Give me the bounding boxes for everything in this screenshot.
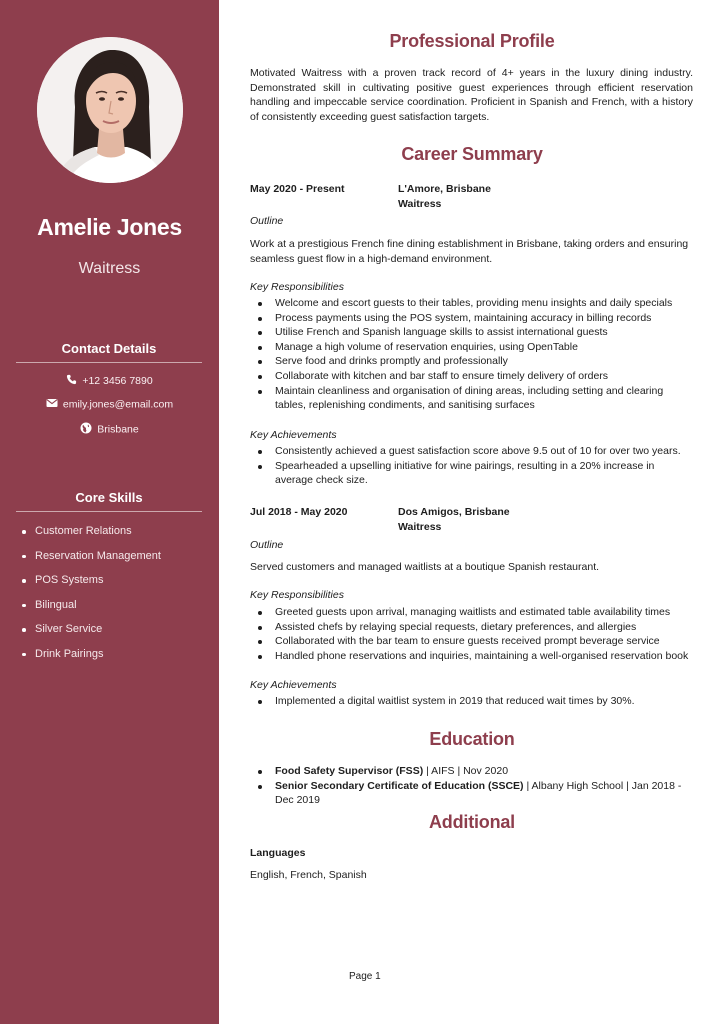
list-item: Serve food and drinks promptly and professionally	[250, 354, 694, 369]
profile-title: Professional Profile	[389, 31, 555, 51]
job-dates: Jul 2018 - May 2020	[250, 506, 348, 518]
job-dates: May 2020 - Present	[250, 183, 345, 195]
globe-icon	[80, 422, 92, 437]
achievements-list	[250, 694, 694, 709]
languages-label: Languages	[250, 847, 306, 859]
page-number: Page 1	[349, 971, 381, 982]
skill-item: Drink Pairings	[22, 645, 161, 670]
education-title: Education	[429, 729, 515, 749]
skills-heading: Core Skills	[16, 490, 202, 512]
skill-item: POS Systems	[22, 571, 161, 596]
job-employer-block	[398, 182, 491, 211]
list-item: Greeted guests upon arrival, managing waitlists and estimated table availability times	[250, 605, 694, 620]
outline-label: Outline	[250, 215, 284, 227]
responsibilities-label: Key Responsibilities	[250, 281, 344, 293]
job-position: Waitress	[398, 197, 442, 210]
responsibilities-list	[250, 296, 694, 413]
list-item: Consistently achieved a guest satisfaction score above 9.5 out of 10 for over two years.	[250, 444, 694, 459]
contact-phone	[0, 374, 219, 388]
portrait-image	[37, 37, 183, 183]
job-employer: Dos Amigos, Brisbane	[398, 506, 510, 518]
list-item: Spearheaded a upselling initiative for wine pairings, resulting in a 20% increase in average check size.	[250, 459, 694, 488]
list-item: Welcome and escort guests to their tables, providing menu insights and daily specials	[250, 296, 694, 311]
achievements-label: Key Achievements	[250, 679, 337, 691]
contact-heading: Contact Details	[16, 341, 202, 363]
phone-icon	[66, 374, 77, 388]
phone-text: +12 3456 7890	[82, 374, 153, 387]
list-item: Implemented a digital waitlist system in 2019 that reduced wait times by 30%.	[250, 694, 694, 709]
list-item: Manage a high volume of reservation enquiries, using OpenTable	[250, 340, 694, 355]
profile-text: Motivated Waitress with a proven track record of 4+ years in the luxury dining industry. Demonstrated skill in cultivating positive guest experiences through efficient reservation handling and impeccable service coordination. Proficient in Spanish and French, with a history of consistently exceeding guest satisfaction targets.	[250, 67, 693, 123]
list-item: Assisted chefs by relaying special requests, dietary preferences, and allergies	[250, 620, 694, 635]
candidate-name: Amelie Jones	[37, 214, 182, 240]
skill-item: Bilingual	[22, 596, 161, 621]
list-item: Collaborate with kitchen and bar staff to ensure timely delivery of orders	[250, 369, 694, 384]
profile-photo	[37, 37, 183, 183]
list-item: Collaborated with the bar team to ensure guests received prompt beverage service	[250, 634, 694, 649]
job-outline: Work at a prestigious French fine dining establishment in Brisbane, taking orders and ensuring seamless guest flow in a high-demand environment.	[250, 238, 689, 265]
achievements-list	[250, 444, 694, 488]
list-item: Utilise French and Spanish language skills to assist international guests	[250, 325, 694, 340]
list-item: Handled phone reservations and inquiries, maintaining a well-organised reservation book	[250, 649, 694, 664]
candidate-role: Waitress	[78, 260, 141, 277]
contact-email	[0, 398, 219, 411]
responsibilities-list	[250, 605, 694, 663]
location-text: Brisbane	[97, 423, 139, 436]
additional-title: Additional	[429, 812, 515, 832]
list-item: Maintain cleanliness and organisation of dining areas, including setting and clearing tables, replenishing condiments, and sanitising surfaces	[250, 384, 694, 413]
job-position: Waitress	[398, 520, 442, 533]
job-outline: Served customers and managed waitlists at a boutique Spanish restaurant.	[250, 561, 600, 573]
sidebar	[0, 0, 219, 1024]
skill-item: Reservation Management	[22, 547, 161, 572]
email-text: emily.jones@email.com	[62, 398, 174, 411]
education-item	[250, 779, 694, 808]
qualification: Food Safety Supervisor (FSS)	[275, 765, 424, 777]
qualification-details: | AIFS | Nov 2020	[423, 765, 509, 777]
job-employer-block	[398, 505, 510, 534]
languages-text: English, French, Spanish	[250, 869, 367, 881]
qualification: Senior Secondary Certificate of Education (SSCE)	[275, 779, 524, 792]
contact-location	[0, 422, 219, 437]
responsibilities-label: Key Responsibilities	[250, 589, 344, 601]
list-item: Process payments using the POS system, maintaining accuracy in billing records	[250, 311, 694, 326]
qualification-details: | Albany High School | Jan 2018 - Dec 2019	[275, 779, 682, 807]
envelope-icon	[46, 398, 58, 411]
skill-item: Silver Service	[22, 620, 161, 645]
career-title: Career Summary	[401, 144, 543, 164]
outline-label: Outline	[250, 539, 284, 551]
education-list	[250, 764, 694, 808]
skill-item: Customer Relations	[22, 522, 161, 547]
education-item	[250, 764, 694, 779]
job-employer: L'Amore, Brisbane	[398, 183, 491, 195]
skills-list	[22, 522, 161, 669]
achievements-label: Key Achievements	[250, 429, 337, 441]
